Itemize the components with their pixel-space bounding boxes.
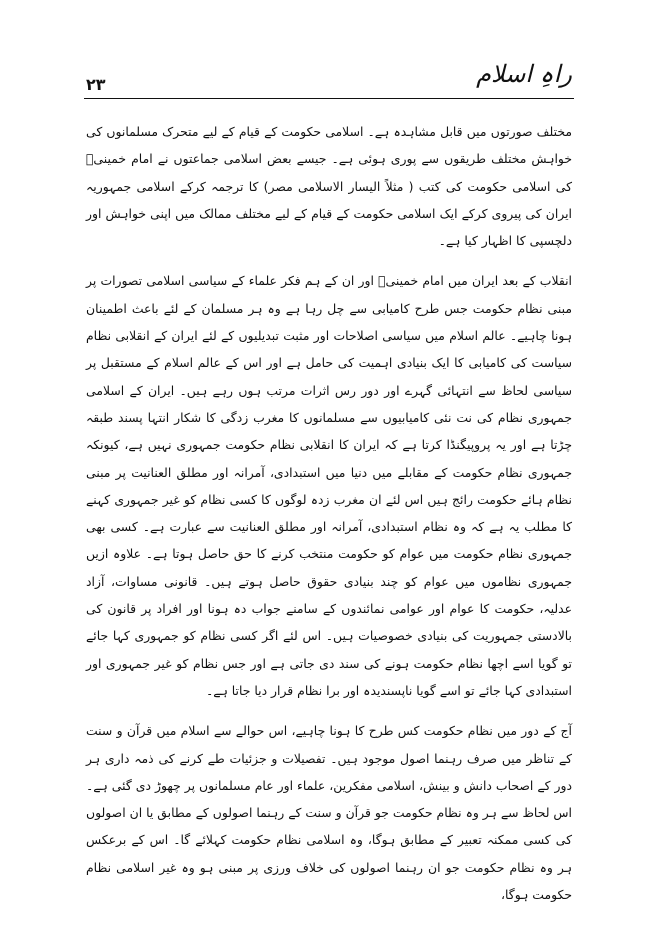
page-number: ۲۳ [86,75,106,94]
paragraph: آج کے دور میں نظام حکومت کس طرح کا ہونا چاہیے، اس حوالے سے اسلام میں قرآن و سنت کے تناظر میں صرف رہنما اصول موجود ہیں۔ تفصیلات و جزئیات طے کرنے کی ذمہ داری ہر دور کے اصحاب دانش و بینش، اسلامی مفکرین، علماء اور عام مسلمانوں پر چھوڑ دی گئی ہے۔ اس لحاظ سے ہر وہ نظام حکومت جو قرآن و سنت کے رہنما اصولوں کے مطابق یا ان اصولوں کی کسی ممکنہ تعبیر کے مطابق ہوگا، وہ اسلامی نظام حکومت کہلائے گا۔ اس کے برعکس ہر وہ نظام حکومت جو ان رہنما اصولوں کی خلاف ورزی پر مبنی ہو وہ غیر اسلامی نظام حکومت ہوگا، [86,723,572,903]
paragraph: مختلف صورتوں میں قابل مشاہدہ ہے۔ اسلامی حکومت کے قیام کے لیے متحرک مسلمانوں کی خواہش مختلف طریقوں سے پوری ہوئی ہے۔ جیسے بعض اسلامی جماعتوں نے امام خمینیؒ کی اسلامی حکومت کی کتب ( مثلاً الیسار الاسلامی مصر) کا ترجمہ کرکے اسلامی جمہوریہ ایران کی پیروی کرکے ایک اسلامی حکومت کے قیام کے لیے مختلف ممالک میں اپنی خواہش اور دلچسپی کا اظہار کیا ہے۔ [86,124,572,249]
header-divider [84,98,574,99]
running-header-title: راہِ اسلام [476,60,572,88]
paragraph: انقلاب کے بعد ایران میں امام خمینیؒ اور ان کے ہم فکر علماء کے سیاسی اسلامی تصورات پر مبنی نظام حکومت جس طرح کامیابی سے چل رہا ہے وہ ہر مسلمان کے لئے باعث اطمینان ہونا چاہیے۔ عالم اسلام میں سیاسی اصلاحات اور مثبت تبدیلیوں کے لئے ایران کے انقلابی نظام سیاست کی کامیابی کا ایک بنیادی اہمیت کی حامل ہے اور اس کے عالم اسلام کے مستقبل پر سیاسی لحاظ سے انتہائی گہرے اور دور رس اثرات مرتب ہوں رہے ہیں۔ ایران کے اسلامی جمہوری نظام کی نت نئی کامیابیوں سے مسلمانوں کا مغرب زدگی کا شکار انتہا پسند طبقہ چڑتا ہے اور یہ پروپیگنڈا کرتا ہے کہ ایران کا انقلابی نظام حکومت جمہوری نہیں ہے، کیونکہ جمہوری نظام حکومت کے مقابلے میں دنیا میں استبدادی، آمرانہ اور مطلق العنانیت پر مبنی نظام ہائے حکومت رائج ہیں اس لئے ان مغرب زدہ لوگوں کا کسی نظام کو غیر جمہوری کہنے کا مطلب یہ ہے کہ وہ نظام استبدادی، آمرانہ اور مطلق العنانیت سے عبارت ہے۔ کسی بھی جمہوری نظام حکومت میں عوام کو حکومت منتخب کرنے کا حق حاصل ہوتا ہے۔ علاوہ ازیں جمہوری نظاموں میں عوام کو چند بنیادی حقوق حاصل ہوتے ہیں۔ قانونی مساوات، آزاد عدلیہ، حکومت کا عوام اور عوامی نمائندوں کے سامنے جواب دہ ہونا اور افراد پر قانون کی بالادستی جمہوریت کی بنیادی خصوصیات ہیں۔ اس لئے اگر کسی نظام کو جمہوری کہا جائے تو گویا اسے اچھا نظام حکومت ہونے کی سند دی جاتی ہے اور جس نظام کو غیر جمہوری اور استبدادی کہا جائے تو اسے گویا ناپسندیدہ اور برا نظام قرار دیا جاتا ہے۔ [86,273,572,698]
body-text [86,118,572,921]
